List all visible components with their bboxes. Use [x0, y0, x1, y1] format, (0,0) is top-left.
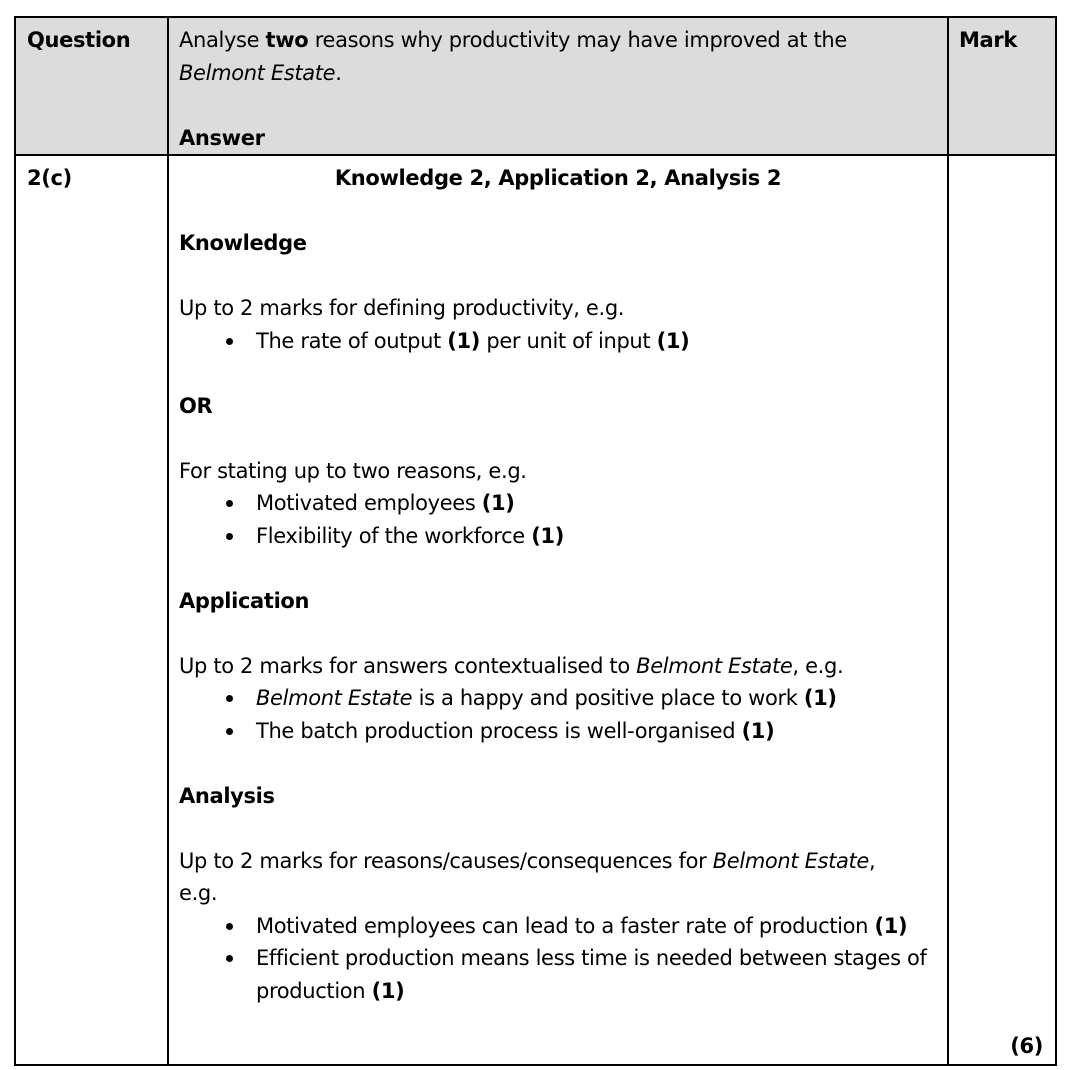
application-heading: Application: [179, 588, 310, 613]
list-item: The rate of output (1) per unit of input (1): [256, 325, 937, 358]
list-item: Efficient production means less time is needed between stages of production (1): [256, 942, 937, 1007]
bullet-icon: [226, 955, 233, 962]
analysis-list: [179, 910, 937, 1008]
knowledge-reasons-list: [179, 487, 937, 552]
list-item: Motivated employees can lead to a faster rate of production (1): [256, 910, 937, 943]
list-item: The batch production process is well-organised (1): [256, 715, 937, 748]
answer-content-cell: [168, 155, 948, 1065]
application-list: [179, 682, 937, 747]
or-separator: OR: [179, 393, 213, 418]
question-prompt: Analyse two reasons why productivity may have improved at the Belmont Estate.: [179, 28, 847, 85]
analysis-intro: Up to 2 marks for reasons/causes/consequences for Belmont Estate,: [179, 848, 876, 873]
question-header-cell: [15, 17, 168, 155]
list-item: Flexibility of the workforce (1): [256, 520, 937, 553]
prompt-header-cell: [168, 17, 948, 155]
list-item: Motivated employees (1): [256, 487, 937, 520]
mark-scheme-table: [14, 16, 1057, 1066]
analysis-heading: Analysis: [179, 783, 275, 808]
mark-label: Mark: [959, 28, 1017, 52]
header-row: [15, 17, 1056, 155]
question-label: Question: [27, 28, 131, 52]
knowledge-intro: Up to 2 marks for defining productivity, e.g.: [179, 296, 625, 320]
mark-allocation: Knowledge 2, Application 2, Analysis 2: [334, 166, 782, 190]
knowledge-definition-list: [179, 325, 937, 358]
bullet-icon: [226, 923, 233, 930]
bullet-icon: [226, 533, 233, 540]
answer-label: Answer: [179, 125, 265, 150]
knowledge-heading: Knowledge: [179, 231, 307, 255]
analysis-intro-eg: e.g.: [179, 881, 218, 905]
bullet-icon: [226, 338, 233, 345]
question-number-cell: [15, 155, 168, 1065]
bullet-icon: [226, 695, 233, 702]
answer-row: [15, 155, 1056, 1065]
total-mark: (6): [1010, 1033, 1043, 1058]
knowledge-intro-reasons: For stating up to two reasons, e.g.: [179, 458, 527, 483]
bullet-icon: [226, 728, 233, 735]
question-number: 2(c): [27, 166, 72, 190]
mark-header-cell: [948, 17, 1056, 155]
list-item: Belmont Estate is a happy and positive place to work (1): [256, 682, 937, 715]
application-intro: Up to 2 marks for answers contextualised to Belmont Estate, e.g.: [179, 653, 844, 678]
bullet-icon: [226, 500, 233, 507]
mark-cell: [948, 155, 1056, 1065]
